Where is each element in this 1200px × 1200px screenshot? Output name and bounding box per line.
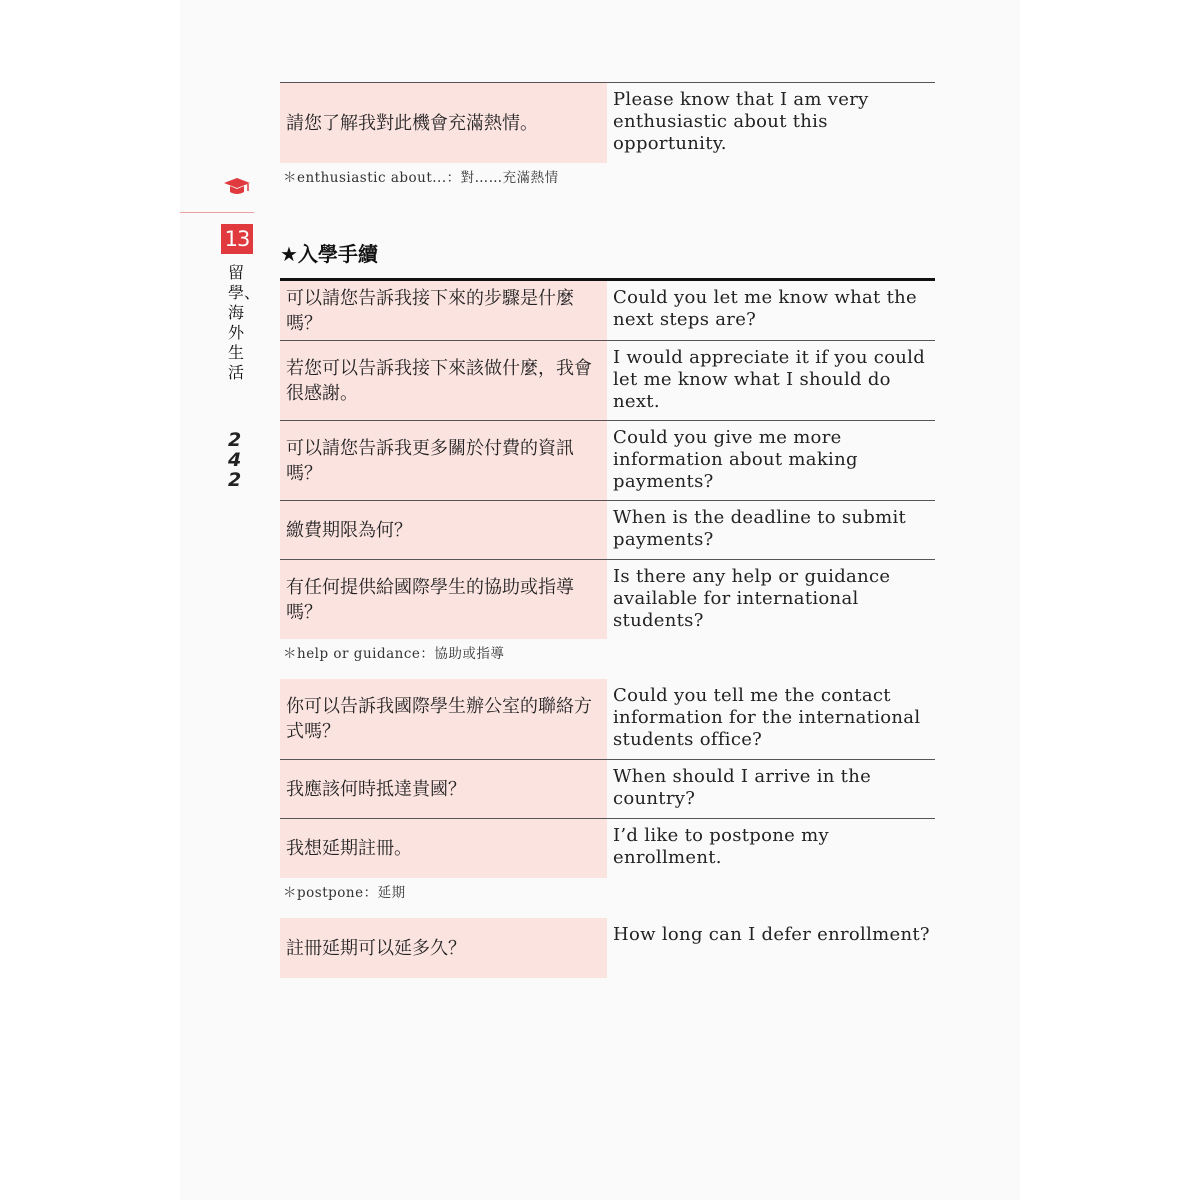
phrase-row: [280, 918, 935, 978]
graduation-cap-icon: [222, 176, 252, 198]
vocab-note: ＊help or guidance：協助或指導: [283, 646, 505, 662]
en-phrase: When is the deadline to submit payments?: [613, 507, 907, 550]
phrase-row: [280, 559, 935, 639]
phrase-row: [280, 500, 935, 559]
en-phrase: Could you tell me the contact information for the international students office?: [613, 685, 921, 750]
zh-phrase: 若您可以告訴我接下來該做什麼，我會很感謝。: [280, 341, 607, 420]
chapter-title: 留學、海外生活: [228, 263, 261, 382]
en-phrase: How long can I defer enrollment?: [613, 924, 930, 945]
zh-phrase: 繳費期限為何？: [280, 501, 607, 559]
en-phrase: When should I arrive in the country?: [613, 766, 872, 809]
page-number: 242: [228, 429, 242, 491]
sidebar-divider: [180, 212, 254, 213]
vocab-note: ＊enthusiastic about...：對……充滿熱情: [283, 170, 559, 186]
en-phrase: Is there any help or guidance available for international students?: [613, 566, 891, 631]
zh-phrase: 有任何提供給國際學生的協助或指導嗎？: [280, 560, 607, 639]
en-phrase: I would appreciate it if you could let me know what I should do next.: [613, 347, 926, 412]
phrase-row-intro: [280, 82, 935, 163]
phrase-row: [280, 278, 935, 340]
zh-phrase: 可以請您告訴我更多關於付費的資訊嗎？: [280, 421, 607, 500]
en-phrase: Could you give me more information about making payments?: [613, 427, 858, 492]
vocab-note: ＊postpone：延期: [283, 885, 406, 901]
zh-phrase: 請您了解我對此機會充滿熱情。: [280, 83, 607, 163]
phrase-row: [280, 818, 935, 878]
en-phrase: Could you let me know what the next steps are?: [613, 287, 917, 330]
section-title: ★入學手續: [280, 242, 378, 266]
phrase-row: [280, 340, 935, 420]
phrase-row: [280, 759, 935, 818]
en-phrase: Please know that I am very enthusiastic about this opportunity.: [613, 89, 869, 154]
en-phrase: I’d like to postpone my enrollment.: [613, 825, 829, 868]
phrase-row: [280, 679, 935, 759]
zh-phrase: 我想延期註冊。: [280, 819, 607, 878]
zh-phrase: 你可以告訴我國際學生辦公室的聯絡方式嗎？: [280, 679, 607, 759]
phrase-content: [280, 82, 935, 978]
zh-phrase: 我應該何時抵達貴國？: [280, 760, 607, 818]
phrase-row: [280, 420, 935, 500]
zh-phrase: 可以請您告訴我接下來的步驟是什麼嗎？: [280, 281, 607, 340]
zh-phrase: 註冊延期可以延多久？: [280, 918, 607, 978]
chapter-number-badge: 13: [221, 224, 253, 254]
